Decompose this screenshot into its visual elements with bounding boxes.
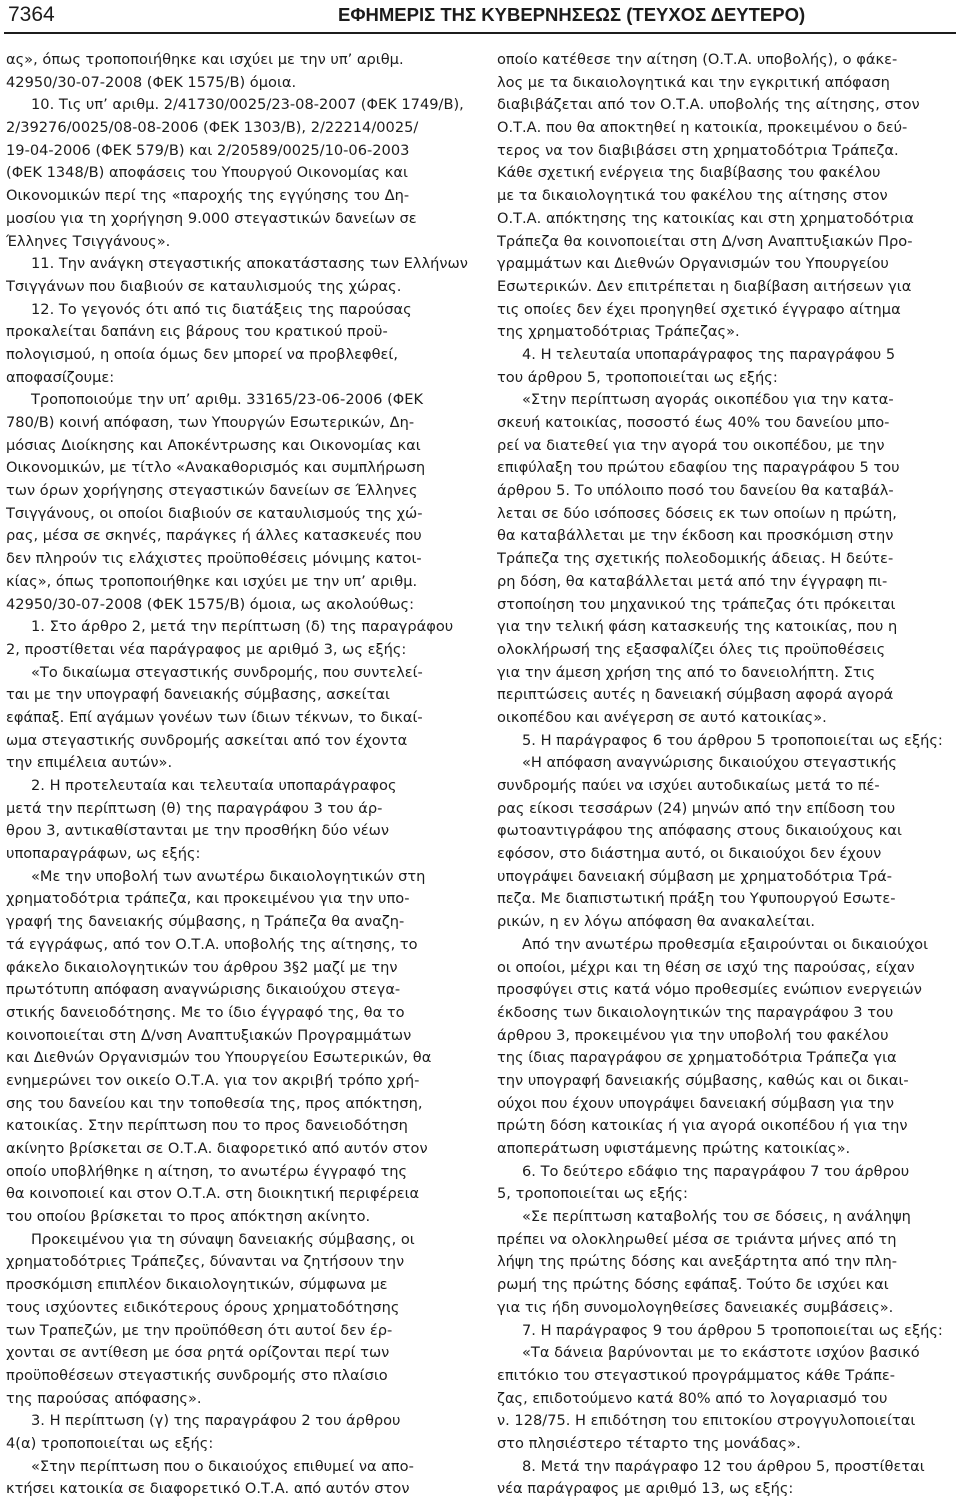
text-line: 3. Η περίπτωση (γ) της παραγράφου 2 του άρθρου	[31, 1412, 401, 1430]
page-number: 7364	[8, 3, 55, 26]
text-line: ται με την υπογραφή δανειακής σύμβασης, ασκείται	[6, 686, 390, 704]
text-line: των Τραπεζών, με την προϋπόθεση ότι αυτοί δεν έρ-	[6, 1321, 393, 1339]
text-line: Ο.Τ.Α. που θα αποκτηθεί η κατοικία, προκειμένου ο δεύ-	[497, 119, 908, 137]
text-line: της ίδιας παραγράφου σε χρηματοδότρια Τράπεζα για	[497, 1049, 897, 1067]
text-line: πρωτότυπη απόφαση αναγνώρισης δικαιούχου στεγα-	[6, 981, 401, 999]
text-line: ας», όπως τροποποιήθηκε και ισχύει με την υπ’ αριθμ.	[6, 51, 404, 68]
text-line: Ο.Τ.Α. απόκτησης της κατοικίας και στη χρηματοδότρια	[497, 209, 914, 227]
text-line: θρου 3, αντικαθίστανται με την προσθήκη δύο νέων	[6, 822, 390, 840]
text-line: μόσιας Διοίκησης και Αποκέντρωσης και Οικονομίας και	[6, 436, 421, 454]
text-line: προσκόμιση επιπλέον δικαιολογητικών, σύμφωνα με	[6, 1276, 388, 1294]
text-line: Έλληνες Τσιγγάνους».	[6, 232, 171, 250]
text-line: ολοκλήρωσή της εξασφαλίζει όλες τις προϋποθέσεις	[497, 640, 886, 658]
text-line: Προκειμένου για τη σύναψη δανειακής σύμβασης, οι	[31, 1230, 415, 1248]
text-line: αποπεράτωση υφιστάμενης πρώτης κατοικίας».	[497, 1140, 851, 1157]
text-line: οποίο υποβλήθηκε η αίτηση, το ανωτέρω έγγραφό της	[6, 1162, 408, 1180]
text-line: φωτοαντιγράφου της απόφασης στους δικαιούχους και	[497, 822, 902, 840]
text-line: φάκελο δικαιολογητικών του άρθρου 3§2 μαζί με την	[6, 958, 398, 976]
text-line: ενημερώνει τον οικείο Ο.Τ.Α. για τον ακριβή τρόπο χρή-	[6, 1071, 420, 1089]
text-line: την υπογραφή δανειακής σύμβασης, καθώς και οι δικαι-	[497, 1071, 909, 1089]
text-line: έκδοσης των δικαιολογητικών της παραγράφου 3 του	[497, 1003, 894, 1021]
text-line: λήψη της πρώτης δόσης και ανεξάρτητα από την πλη-	[497, 1253, 898, 1271]
text-line: λος με τα δικαιολογητικά και την εγκριτική απόφαση	[497, 73, 890, 91]
text-line: κίας», όπως τροποποιήθηκε και ισχύει με την υπ’ αριθμ.	[6, 572, 418, 590]
page-header	[0, 0, 960, 32]
text-line: 11. Την ανάγκη στεγαστικής αποκατάστασης των Ελλήνων	[31, 255, 468, 273]
text-line: πρώτη δόση κατοικίας ή για αγορά οικοπέδου ή για την	[497, 1117, 908, 1135]
text-line: στοποίηση του μηχανικού της τράπεζας ότι πρόκειται	[497, 595, 896, 613]
text-line: «Η απόφαση αναγνώρισης δικαιούχου στεγαστικής	[522, 754, 897, 772]
text-line: ωμα στεγαστικής συνδρομής ασκείται από τον έχοντα	[6, 731, 408, 749]
text-line: 2/39276/0025/08-08-2006 (ΦΕΚ 1303/Β), 2/22214/0025/	[6, 119, 419, 137]
text-line: «Με την υποβολή των ανωτέρω δικαιολογητικών στη	[31, 867, 426, 885]
text-line: «Στην περίπτωση που ο δικαιούχος επιθυμεί να απο-	[31, 1457, 414, 1475]
text-line: άρθρου 5. Το υπόλοιπο ποσό του δανείου θα καταβάλ-	[497, 482, 894, 500]
text-line: Οικονομικών, με τίτλο «Ανακαθορισμός και συμπλήρωση	[6, 459, 426, 477]
text-line: Οικονομικών περί της «παροχής της εγγύησης του Δη-	[6, 187, 410, 205]
text-line: εφάπαξ. Επί αγάμων γονέων των ίδιων τέκνων, το δικαί-	[6, 708, 423, 726]
text-line: θα κοινοποιεί και στον Ο.Τ.Α. στη διοικητική περιφέρεια	[6, 1185, 420, 1203]
text-line: 4(α) τροποποιείται ως εξής:	[6, 1434, 214, 1452]
text-line: 42950/30-07-2008 (ΦΕΚ 1575/Β) όμοια.	[6, 73, 297, 91]
text-line: για την άμεση χρήση της από το δανειολήπτη. Στις	[497, 663, 876, 681]
text-line: χονται σε αντίθεση με όσα ρητά ορίζονται περί των	[6, 1344, 390, 1362]
text-line: 19-04-2006 (ΦΕΚ 579/Β) και 2/20589/0025/10-06-2003	[6, 141, 410, 159]
text-line: επιτόκιο του στεγαστικού προγράμματος κάθε Τράπε-	[497, 1366, 896, 1384]
text-line: υποπαραγράφων, ως εξής:	[6, 845, 201, 863]
text-line: πεζα. Με διαπιστωτική πράξη του Υφυπουργού Εσωτε-	[497, 890, 896, 908]
text-line: ούχοι που έχουν υπογράψει δανειακή σύμβαση για την	[497, 1094, 895, 1112]
text-line: για τις ήδη συνομολογηθείσες δανειακές συμβάσεις».	[497, 1298, 894, 1316]
text-line: του οποίου βρίσκεται το προς απόκτηση ακίνητο.	[6, 1208, 371, 1226]
text-line: Τσιγγάνων που διαβιούν σε καταυλισμούς της χώρας.	[6, 277, 402, 295]
text-line: άρθρου 3, προκειμένου για την υποβολή του φακέλου	[497, 1026, 889, 1044]
text-line: της παρούσας απόφασης».	[6, 1389, 202, 1407]
left-text-column	[6, 49, 470, 1501]
text-line: 780/Β) κοινή απόφαση, των Υπουργών Εσωτερικών, Δη-	[6, 414, 415, 431]
text-line: 12. Το γεγονός ότι από τις διατάξεις της παρούσας	[31, 300, 412, 318]
text-line: νέα παράγραφος με αριθμό 13, ως εξής:	[497, 1480, 794, 1498]
text-line: Τσιγγάνους, οι οποίοι διαβιούν σε καταυλισμούς της χώ-	[6, 504, 423, 522]
text-line: 1. Στο άρθρο 2, μετά την περίπτωση (δ) της παραγράφου	[31, 618, 454, 636]
text-line: του άρθρου 5, τροποποιείται ως εξής:	[497, 368, 778, 386]
text-line: (ΦΕΚ 1348/Β) αποφάσεις του Υπουργού Οικονομίας και	[6, 164, 408, 182]
text-line: κτήσει κατοικία σε διαφορετικό Ο.Τ.Α. από αυτόν στον	[6, 1480, 410, 1498]
text-line: κατοικίας. Στην περίπτωση που το προς δανειοδότηση	[6, 1117, 408, 1135]
text-line: «Τα δάνεια βαρύνονται με το εκάστοτε ισχύον βασικό	[522, 1344, 920, 1362]
journal-title: ΕΦΗΜΕΡΙΣ ΤΗΣ ΚΥΒΕΡΝΗΣΕΩΣ (ΤΕΥΧΟΣ ΔΕΥΤΕΡΟ)	[338, 4, 806, 25]
text-line: ρωμή της πρώτης δόσης εφάπαξ. Τούτο δε ισχύει και	[497, 1276, 889, 1294]
text-line: τερος να τον διαβιβάσει στη χρηματοδότρια Τράπεζα.	[497, 141, 899, 159]
text-line: στο πλησιέστερο τέταρτο της μονάδας».	[497, 1434, 801, 1452]
text-line: τά εγγράφως, από τον Ο.Τ.Α. υποβολής της αίτησης, το	[6, 935, 418, 953]
text-line: γραμμάτων και Διεθνών Οργανισμών του Υπουργείου	[497, 255, 889, 273]
text-line: ρικών, η εν λόγω απόφαση θα ανακαλείται.	[497, 913, 816, 931]
text-line: οποίο κατέθεσε την αίτηση (Ο.Τ.Α. υποβολής), ο φάκε-	[497, 51, 898, 68]
text-line: 7. Η παράγραφος 9 του άρθρου 5 τροποποιείται ως εξής:	[522, 1321, 943, 1339]
text-line: αποφασίζουμε:	[6, 368, 115, 386]
text-line: «Το δικαίωμα στεγαστικής συνδρομής, που συντελεί-	[31, 663, 423, 681]
text-line: 6. Το δεύτερο εδάφιο της παραγράφου 7 του άρθρου	[522, 1162, 910, 1180]
text-line: Κάθε σχετική ενέργεια της διαβίβασης του φακέλου	[497, 164, 881, 182]
text-line: 42950/30-07-2008 (ΦΕΚ 1575/Β) όμοια, ως ακολούθως:	[6, 595, 414, 613]
text-line: συνδρομής παύει να ισχύει αυτοδικαίως μετά το πέ-	[497, 777, 880, 794]
text-line: υπογράψει δανειακή σύμβαση με χρηματοδότρια Τρά-	[497, 867, 893, 885]
text-line: 4. Η τελευταία υποπαράγραφος της παραγράφου 5	[522, 345, 896, 363]
text-line: ρεί να διατεθεί για την αγορά του οικοπέδου, με την	[497, 436, 885, 454]
text-line: ν. 128/75. Η επιδότηση του επιτοκίου στρογγυλοποιείται	[497, 1412, 916, 1430]
text-line: εφόσον, στο διάστημα αυτό, οι δικαιούχοι δεν έχουν	[497, 845, 882, 863]
text-line: Από την ανωτέρω προθεσμία εξαιρούνται οι δικαιούχοι	[522, 935, 929, 953]
text-line: οι οποίοι, μέχρι και τη θέση σε ισχύ της παρούσας, είχαν	[497, 958, 915, 976]
text-line: τους ισχύοντες ειδικότερους όρους χρηματοδότησης	[6, 1298, 400, 1316]
text-line: λεται σε δύο ισόποσες δόσεις εκ των οποίων η πρώτη,	[497, 504, 897, 522]
text-line: περιπτώσεις αυτές η δανειακή σύμβαση αφορά αγορά	[497, 686, 894, 704]
text-line: 5. Η παράγραφος 6 του άρθρου 5 τροποποιείται ως εξής:	[522, 731, 943, 749]
text-line: πολογισμού, η οποία όμως δεν μπορεί να προβλεφθεί,	[6, 345, 398, 363]
text-line: Εσωτερικών. Δεν επιτρέπεται η διαβίβαση αιτήσεων για	[497, 277, 912, 295]
text-line: 2, προστίθεται νέα παράγραφος με αριθμό 3, ως εξής:	[6, 640, 407, 658]
text-line: 5, τροποποιείται ως εξής:	[497, 1185, 688, 1203]
text-line: σης του δανείου και την τοποθεσία της, προς απόκτηση,	[6, 1094, 423, 1112]
text-line: ακίνητο βρίσκεται σε Ο.Τ.Α. διαφορετικό από αυτόν στον	[6, 1140, 428, 1157]
text-line: 2. Η προτελευταία και τελευταία υποπαράγραφος	[31, 777, 397, 794]
text-line: σκευή κατοικίας, ποσοστό έως 40% του δανείου μπο-	[497, 414, 890, 431]
text-line: προκαλείται δαπάνη εις βάρους του κρατικού προϋ-	[6, 323, 388, 341]
text-line: διαβιβάζεται από τον Ο.Τ.Α. υποβολής της αίτησης, στον	[497, 96, 920, 114]
text-line: με τα δικαιολογητικά του φακέλου της αίτησης στον	[497, 187, 888, 205]
text-line: προσφύγει στις κατά νόμο προθεσμίες ενώπιον ενεργειών	[497, 981, 922, 999]
text-line: «Σε περίπτωση καταβολής του σε δόσεις, η ανάληψη	[522, 1208, 911, 1226]
text-line: πρέπει να ολοκληρωθεί μέσα σε τριάντα μήνες από τη	[497, 1230, 897, 1248]
text-line: ρη δόση, θα καταβάλλεται μετά από την έγγραφη πι-	[497, 572, 888, 590]
text-line: την επιμέλεια αυτών».	[6, 754, 173, 772]
text-line: ζας, επιδοτούμενο κατά 80% από το λογαριασμό του	[497, 1389, 888, 1407]
text-line: επιφύλαξη του πρώτου εδαφίου της παραγράφου 5 του	[497, 459, 900, 477]
text-line: της χρηματοδότριας Τράπεζας».	[497, 323, 740, 341]
text-line: μοσίου για τη χορήγηση 9.000 στεγαστικών δανείων σε	[6, 209, 417, 227]
text-line: ρας, μέσα σε σκηνές, παράγκες ή άλλες κατασκευές που	[6, 527, 422, 545]
right-text-column	[497, 49, 957, 1501]
text-line: δεν πληρούν τις ελάχιστες προϋποθέσεις μόνιμης κατοι-	[6, 550, 422, 568]
text-line: των όρων χορήγησης στεγαστικών δανείων σε Έλληνες	[6, 482, 418, 500]
text-line: Τράπεζα της σχετικής πολεοδομικής άδειας. Η δεύτε-	[497, 550, 894, 568]
text-line: Τράπεζα θα κοινοποιείται στη Δ/νση Αναπτυξιακών Προ-	[497, 232, 913, 250]
text-line: 8. Μετά την παράγραφο 12 του άρθρου 5, προστίθεται	[522, 1457, 925, 1475]
text-line: οικοπέδου και ανέγερση σε αυτό κατοικίας».	[497, 708, 827, 726]
text-line: μετά την περίπτωση (θ) της παραγράφου 3 του άρ-	[6, 799, 383, 817]
text-line: χρηματοδότρια τράπεζα, και προκειμένου για την υπο-	[6, 890, 410, 908]
text-line: γραφή της δανειακής σύμβασης, η Τράπεζα θα αναζη-	[6, 913, 405, 931]
text-line: προϋποθέσεων στεγαστικής συνδρομής στο πλαίσιο	[6, 1366, 388, 1384]
text-line: ρας είκοσι τεσσάρων (24) μηνών από την επίδοση του	[497, 799, 896, 817]
text-line: και Διεθνών Οργανισμών του Υπουργείου Εσωτερικών, θα	[6, 1049, 432, 1067]
text-line: θα καταβάλλεται με την έκδοση και προσκόμιση στην	[497, 527, 894, 545]
text-line: για την τελική φάση κατασκευής της κατοικίας, που η	[497, 618, 898, 636]
text-line: στικής δανειοδότησης. Με το ίδιο έγγραφό της, θα το	[6, 1003, 405, 1021]
text-line: τις οποίες δεν έχει προηγηθεί σχετικό έγγραφο αίτημα	[497, 300, 901, 318]
text-line: χρηματοδότριες Τράπεζες, δύνανται να ζητήσουν την	[6, 1253, 405, 1271]
text-line: κοινοποιείται στη Δ/νση Αναπτυξιακών Προγραμμάτων	[6, 1026, 412, 1044]
header-divider	[4, 32, 956, 34]
text-line: «Στην περίπτωση αγοράς οικοπέδου για την κατα-	[522, 391, 894, 409]
text-line: Τροποποιούμε την υπ’ αριθμ. 33165/23-06-2006 (ΦΕΚ	[31, 391, 424, 409]
text-line: 10. Τις υπ’ αριθμ. 2/41730/0025/23-08-2007 (ΦΕΚ 1749/Β),	[31, 96, 464, 114]
